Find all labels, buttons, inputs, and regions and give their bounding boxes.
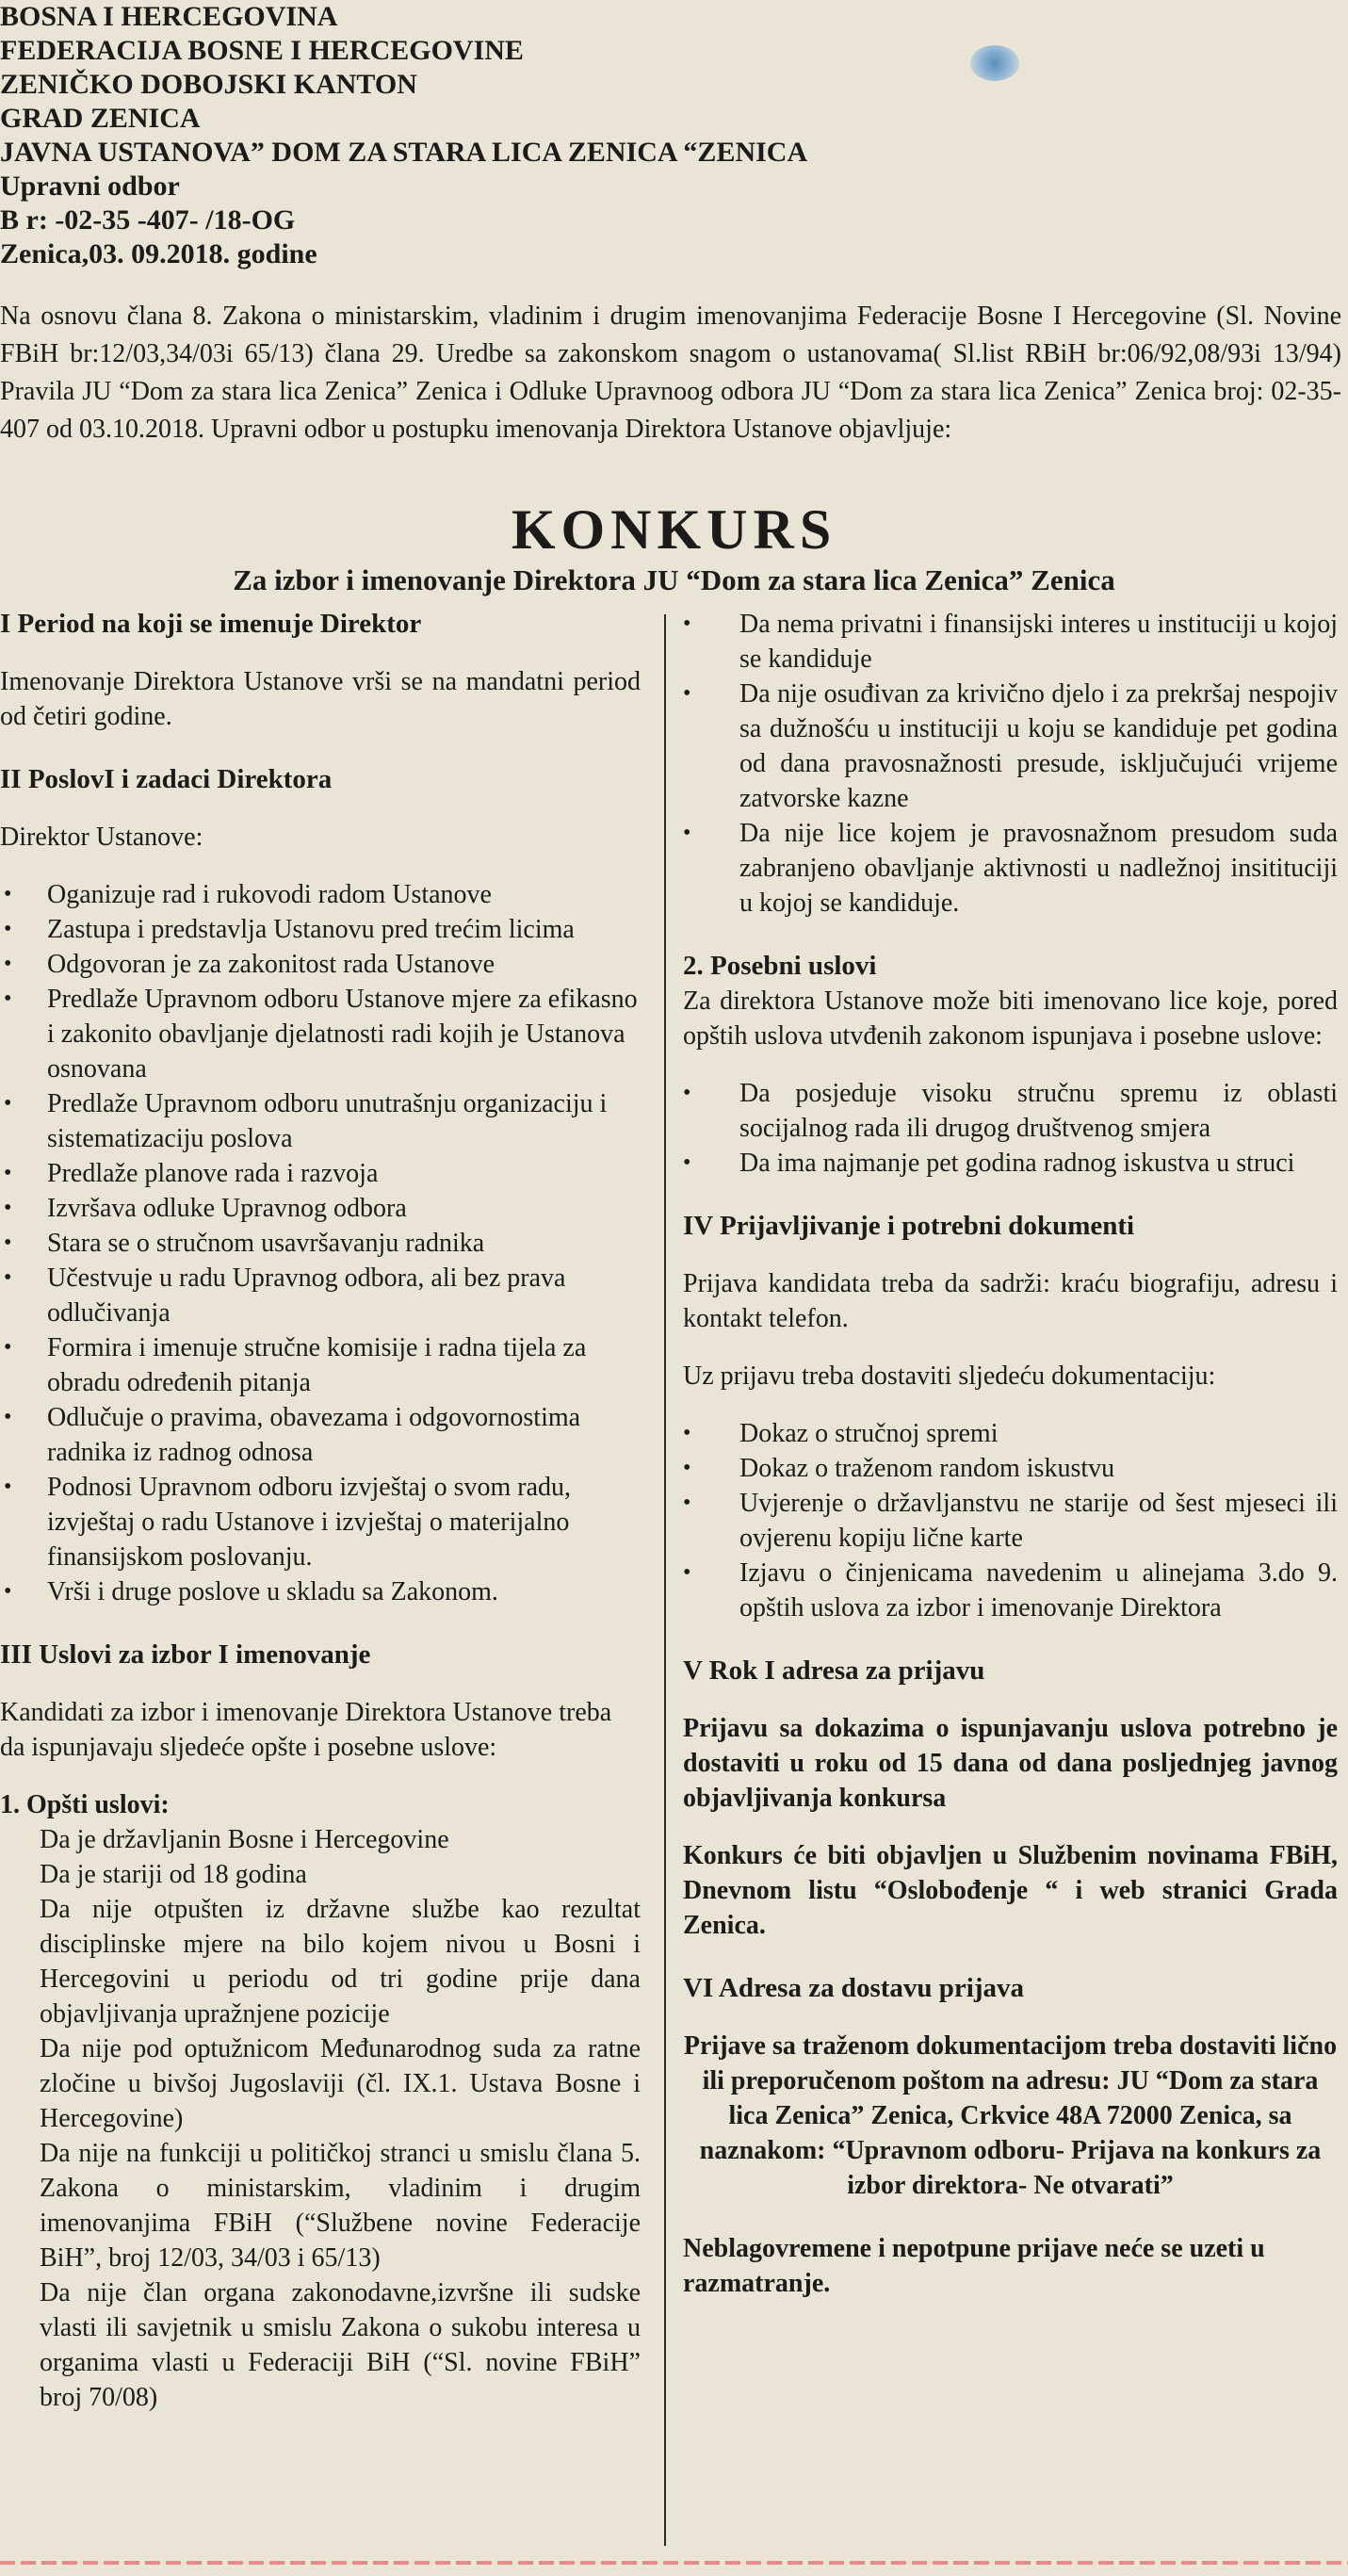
list-item: • Dokaz o traženom random iskustvu: [683, 1451, 1338, 1486]
list-item: • Odlučuje o pravima, obavezama i odgovornostima radnika iz radnog odnosa: [0, 1400, 641, 1470]
general-conditions-title: 1. Opšti uslovi:: [0, 1790, 170, 1819]
section-4-text-1: Prijava kandidata treba da sadrži: kraću biografiju, adresu i kontakt telefon.: [683, 1269, 1338, 1333]
list-item: • Formira i imenuje stručne komisije i radna tijela za obradu određenih pitanja: [0, 1330, 641, 1400]
section-4-text-2: Uz prijavu treba dostaviti sljedeću dokumentaciju:: [683, 1361, 1216, 1391]
header-canton: ZENIČKO DOBOJSKI KANTON: [0, 69, 417, 100]
list-item: • Predlaže Upravnom odboru Ustanove mjere za efikasno i zakonito obavljanje djelatnosti radi kojih je Ustanova osnovana: [0, 982, 641, 1086]
left-column: [0, 607, 641, 2415]
document-title: KONKURS: [511, 498, 837, 561]
right-column: [683, 607, 1338, 2301]
section-3-title: III Uslovi za izbor I imenovanje: [0, 1639, 371, 1670]
list-item: • Da ima najmanje pet godina radnog iskustva u struci: [683, 1146, 1338, 1181]
section-5-deadline-text: Prijavu sa dokazima o ispunjavanju uslova potrebno je dostaviti u roku od 15 dana od dana posljednjeg javnog objavljivanja konkursa: [683, 1714, 1338, 1813]
list-item: Da nije pod optužnicom Međunarodnog suda za ratne zločine u bivšoj Jugoslaviji (čl. IX.1. Ustava Bosne i Hercegovine): [40, 2034, 641, 2133]
general-conditions-continued-list: [683, 607, 1338, 921]
column-divider: [664, 614, 666, 2546]
header-city: GRAD ZENICA: [0, 103, 201, 134]
section-6-address-text: Prijave sa traženom dokumentacijom treba dostaviti lično ili preporučenom poštom na adresu: JU “Dom za stara lica Zenica” Zenica, Crkvice 48A 72000 Zenica, sa naznakom: “Upravnom odboru- Prijava na konkurs za izbor direktora- Ne otvarati”: [683, 2031, 1338, 2200]
list-item: Da nije član organa zakonodavne,izvršne ili sudske vlasti ili savjetnik u smislu Zakona o sukobu interesa u organima vlasti u Federaciji BiH (“Sl. novine FBiH” broj 70/08): [40, 2278, 641, 2412]
list-item: • Da nije lice kojem je pravosnažnom presudom suda zabranjeno obavljanje aktivnosti u nadležnoj insitituciji u kojoj se kandiduje.: [683, 816, 1338, 921]
header-country: BOSNA I HERCEGOVINA: [0, 1, 338, 32]
list-item: • Učestvuje u radu Upravnog odbora, ali bez prava odlučivanja: [0, 1261, 641, 1330]
list-item: • Vrši i druge poslove u skladu sa Zakonom.: [0, 1574, 641, 1609]
section-3-intro: Kandidati za izbor i imenovanje Direktora Ustanove treba da ispunjavaju sljedeće opšte i posebne uslove:: [0, 1698, 612, 1762]
list-item: • Da posjeduje visoku stručnu spremu iz oblasti socijalnog rada ili drugog društvenog smjera: [683, 1076, 1338, 1146]
header-date: Zenica,03. 09.2018. godine: [0, 238, 317, 269]
intro-paragraph: Na osnovu člana 8. Zakona o ministarskim, vladinim i drugim imenovanjima Federacije Bosne I Hercegovine (Sl. Novine FBiH br:12/03,34/03i 65/13) člana 29. Uredbe sa zakonskom snagom o ustanovama( Sl.list RBiH br:06/92,08/93i 13/94) Pravila JU “Dom za stara lica Zenica” Zenica i Odluke Upravnoog odbora JU “Dom za stara lica Zenica” Zenica broj: 02-35-407 od 03.10.2018. Upravni odbor u postupku imenovanja Direktora Ustanove objavljuje:: [0, 302, 1341, 444]
document-subtitle: Za izbor i imenovanje Direktora JU “Dom za stara lica Zenica” Zenica: [233, 563, 1115, 596]
section-4-title: IV Prijavljivanje i potrebni dokumenti: [683, 1211, 1135, 1241]
section-2-intro: Direktor Ustanove:: [0, 823, 203, 852]
special-conditions-text: Za direktora Ustanove može biti imenovano lice koje, pored opštih uslova utvđenih zakonom ispunjava i posebne uslove:: [683, 986, 1338, 1051]
section-1-title: I Period na koji se imenuje Direktor: [0, 609, 422, 639]
special-conditions-title: 2. Posebni uslovi: [683, 951, 877, 981]
list-item: • Izvršava odluke Upravnog odbora: [0, 1191, 641, 1226]
list-item: • Stara se o stručnom usavršavanju radnika: [0, 1226, 641, 1261]
list-item: • Izjavu o činjenicama navedenim u alinejama 3.do 9. opštih uslova za izbor i imenovanje Direktora: [683, 1556, 1338, 1625]
closing-note: Neblagovremene i nepotpune prijave neće se uzeti u razmatranje.: [683, 2234, 1265, 2298]
list-item: • Zastupa i predstavlja Ustanovu pred trećim licima: [0, 912, 641, 947]
header-board: Upravni odbor: [0, 171, 180, 202]
section-5-publication-text: Konkurs će biti objavljen u Službenim novinama FBiH, Dnevnom listu “Oslobođenje “ i web stranici Grada Zenica.: [683, 1841, 1338, 1940]
page-bottom-border: [0, 2561, 1348, 2565]
director-duties-list: [0, 877, 641, 1609]
section-6-title: VI Adresa za dostavu prijava: [683, 1973, 1024, 2003]
list-item: • Oganizuje rad i rukovodi radom Ustanove: [0, 877, 641, 912]
header-institution: JAVNA USTANOVA” DOM ZA STARA LICA ZENICA “ZENICA: [0, 137, 808, 168]
list-item: Da nije otpušten iz državne službe kao rezultat disciplinske mjere na bilo kojem nivou u Bosni i Hercegovini u periodu od tri godine prije dana objavljivanja upražnjene pozicije: [40, 1895, 641, 2029]
list-item: • Podnosi Upravnom odboru izvještaj o svom radu, izvještaj o radu Ustanove i izvještaj o materijalno finansijskom poslovanju.: [0, 1470, 641, 1574]
ink-stain: [970, 45, 1019, 81]
list-item: Da je državljanin Bosne i Hercegovine: [40, 1825, 449, 1854]
list-item: Da nije na funkciji u političkoj stranci u smislu člana 5. Zakona o ministarskim, vladinim i drugim imenovanjima FBiH (“Službene novine Federacije BiH”, broj 12/03, 34/03 i 65/13): [40, 2139, 641, 2273]
section-5-title: V Rok I adresa za prijavu: [683, 1655, 985, 1686]
section-1-text: Imenovanje Direktora Ustanove vrši se na mandatni period od četiri godine.: [0, 667, 641, 731]
list-item: Da je stariji od 18 godina: [40, 1860, 307, 1889]
document-header: [0, 0, 1225, 271]
required-documents-list: [683, 1416, 1338, 1625]
list-item: • Predlaže planove rada i razvoja: [0, 1156, 641, 1191]
list-item: • Da nema privatni i finansijski interes u instituciji u kojoj se kandiduje: [683, 607, 1338, 677]
general-conditions-list: [0, 1822, 641, 2415]
header-federation: FEDERACIJA BOSNE I HERCEGOVINE: [0, 35, 524, 66]
list-item: • Predlaže Upravnom odboru unutrašnju organizaciju i sistematizaciju poslova: [0, 1086, 641, 1156]
list-item: • Odgovoran je za zakonitost rada Ustanove: [0, 947, 641, 982]
special-conditions-list: [683, 1076, 1338, 1181]
list-item: • Dokaz o stručnoj spremi: [683, 1416, 1338, 1451]
header-reference-number: B r: -02-35 -407- /18-OG: [0, 204, 296, 236]
list-item: • Da nije osuđivan za krivično djelo i za prekršaj nespojiv sa dužnošću u instituciji u koju se kandiduje pet godina od dana pravosnažnosti presude, isključujući vrijeme zatvorske kazne: [683, 677, 1338, 816]
list-item: • Uvjerenje o državljanstvu ne starije od šest mjeseci ili ovjerenu kopiju lične karte: [683, 1486, 1338, 1556]
section-2-title: II PoslovI i zadaci Direktora: [0, 764, 333, 794]
